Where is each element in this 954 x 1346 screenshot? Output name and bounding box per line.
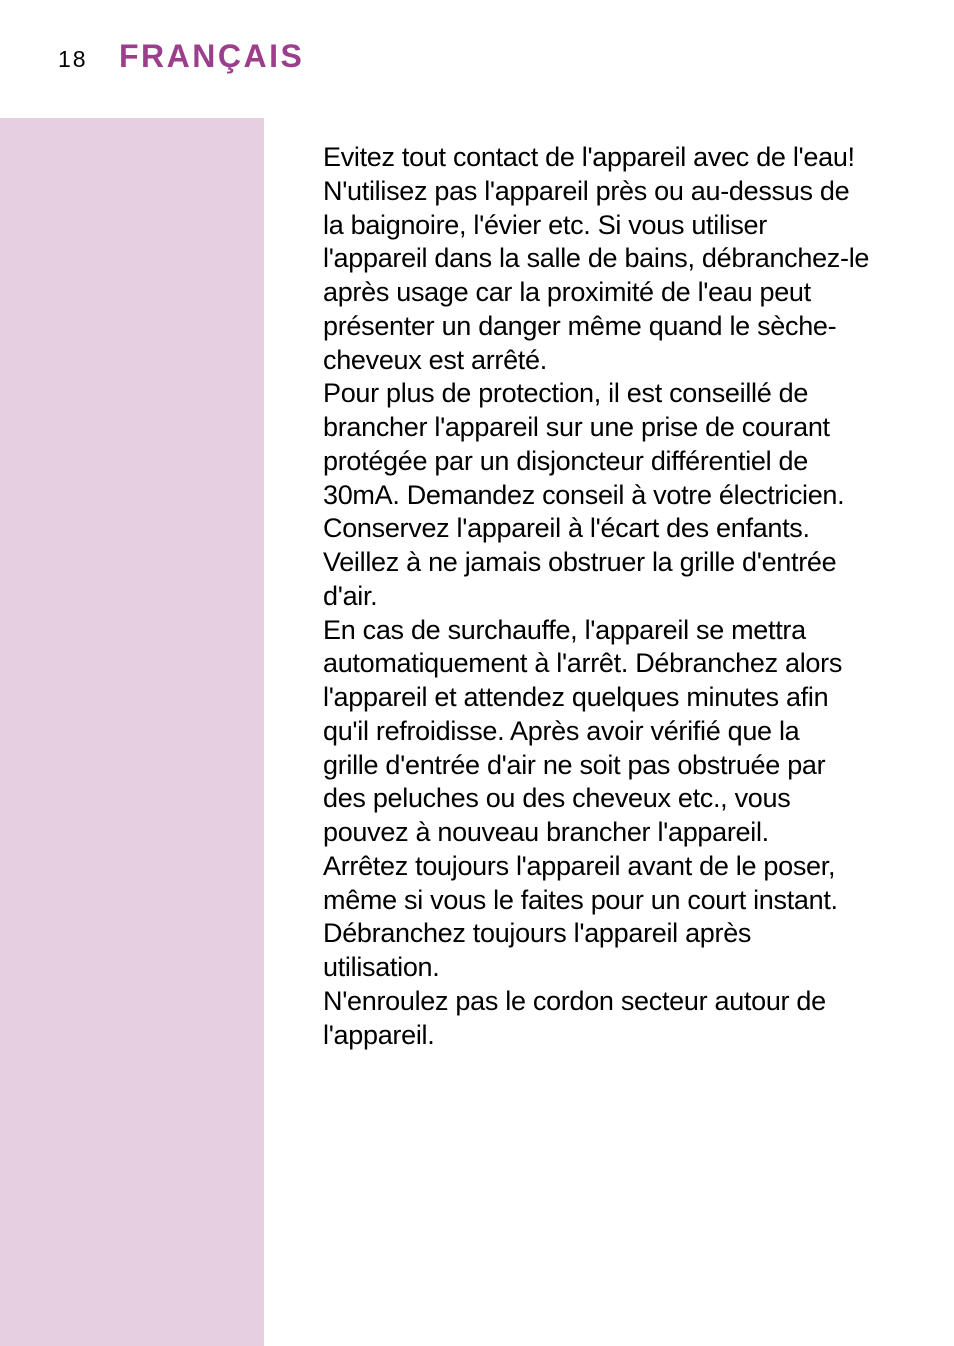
text-line: cheveux est arrêté. bbox=[323, 344, 547, 375]
text-line: N'utilisez pas l'appareil près ou au-dessus de bbox=[323, 175, 850, 206]
text-line: la baignoire, l'évier etc. Si vous utiliser bbox=[323, 209, 767, 240]
text-line: l'appareil dans la salle de bains, débranchez-le bbox=[323, 243, 870, 274]
text-line: l'appareil et attendez quelques minutes afin bbox=[323, 682, 829, 712]
text-line: Arrêtez toujours l'appareil avant de le poser, bbox=[323, 850, 836, 881]
text-line: protégée par un disjoncteur différentiel de bbox=[323, 445, 808, 476]
text-line: En cas de surchauffe, l'appareil se mettra bbox=[323, 614, 806, 645]
text-line: Veillez à ne jamais obstruer la grille d'entrée bbox=[323, 547, 837, 577]
sidebar-band bbox=[0, 118, 264, 1346]
text-line: d'air. bbox=[323, 580, 378, 611]
text-line: l'appareil. bbox=[323, 1019, 435, 1050]
text-line: après usage car la proximité de l'eau peut bbox=[323, 277, 811, 307]
text-line: même si vous le faites pour un court instant. bbox=[323, 884, 838, 915]
text-line: des peluches ou des cheveux etc., vous bbox=[323, 783, 791, 814]
text-line: Pour plus de protection, il est conseillé de bbox=[323, 378, 809, 409]
text-line: N'enroulez pas le cordon secteur autour de bbox=[323, 985, 826, 1016]
text-line: Débranchez toujours l'appareil après bbox=[323, 918, 752, 949]
text-line: présenter un danger même quand le sèche- bbox=[323, 310, 837, 341]
page-header bbox=[58, 38, 304, 75]
text-line: brancher l'appareil sur une prise de courant bbox=[323, 412, 830, 442]
text-line: utilisation. bbox=[323, 952, 440, 982]
text-line: automatiquement à l'arrêt. Débranchez alors bbox=[323, 648, 843, 679]
page-number: 18 bbox=[58, 46, 88, 72]
text-line: Evitez tout contact de l'appareil avec de l'eau! bbox=[323, 142, 855, 172]
section-title: FRANÇAIS bbox=[119, 38, 305, 74]
text-line: Conservez l'appareil à l'écart des enfants. bbox=[323, 513, 810, 544]
text-line: grille d'entrée d'air ne soit pas obstruée par bbox=[323, 749, 826, 780]
text-line: qu'il refroidisse. Après avoir vérifié que la bbox=[323, 715, 800, 746]
text-line: pouvez à nouveau brancher l'appareil. bbox=[323, 817, 769, 847]
text-line: 30mA. Demandez conseil à votre électricien. bbox=[323, 479, 845, 510]
body-text bbox=[323, 141, 923, 1052]
